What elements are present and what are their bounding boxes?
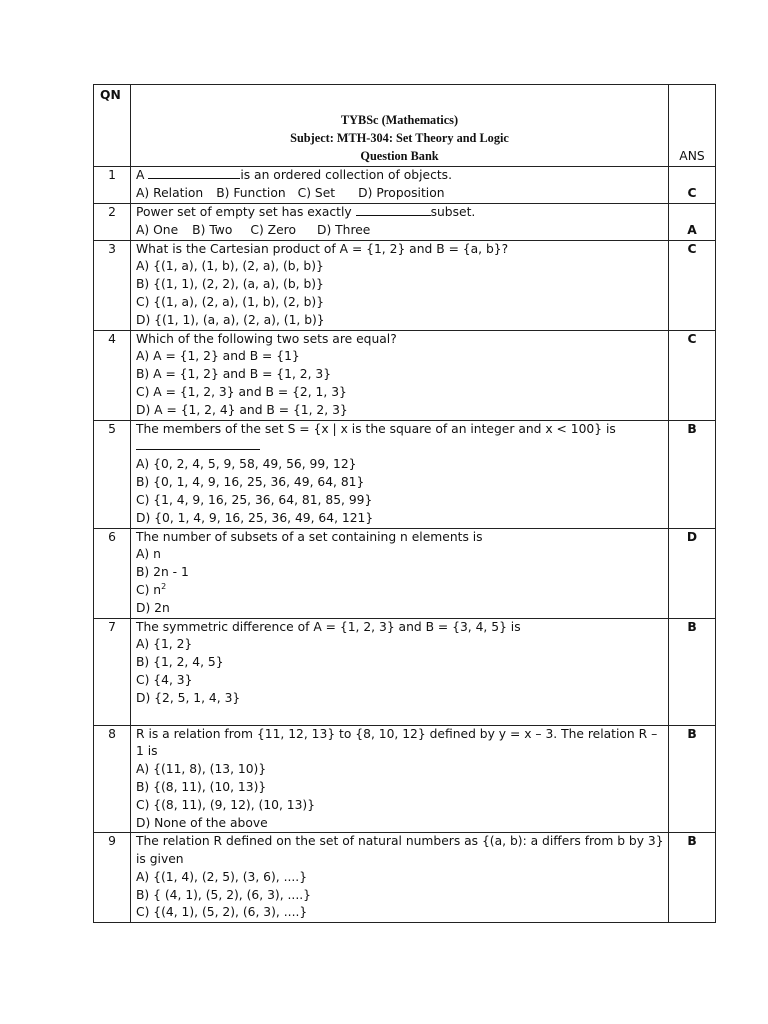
question-number: 1 bbox=[94, 167, 131, 204]
qn-header: QN bbox=[94, 85, 131, 167]
question-number: 7 bbox=[94, 618, 131, 725]
answer-key: A bbox=[687, 222, 697, 237]
answer-cell bbox=[669, 528, 716, 618]
option-b: B) Function bbox=[216, 186, 286, 201]
answer-cell bbox=[669, 420, 716, 528]
answer-key: C bbox=[687, 186, 697, 201]
question-cell bbox=[131, 528, 669, 618]
question-text: The members of the set S = {x | x is the square of an integer and x < 100} is bbox=[136, 421, 616, 436]
question-text: What is the Cartesian product of A = {1, 2} and B = {a, b}? bbox=[136, 241, 509, 256]
option-c: C) {(1, a), (2, a), (1, b), (2, b)} bbox=[136, 294, 325, 309]
answer-key: C bbox=[687, 241, 697, 256]
option-c: C) Set bbox=[297, 186, 336, 201]
document-title-cell bbox=[131, 85, 669, 167]
option-b: B) A = {1, 2} and B = {1, 2, 3} bbox=[136, 367, 332, 382]
question-row bbox=[94, 528, 716, 618]
question-text-start: Power set of empty set has exactly bbox=[136, 204, 356, 219]
option-c: C) $n^2$ bbox=[136, 581, 167, 597]
question-number: 2 bbox=[94, 203, 131, 240]
superscript: 2 bbox=[161, 581, 167, 591]
answer-key: D bbox=[686, 529, 698, 544]
question-cell bbox=[131, 240, 669, 330]
option-a: A) Relation bbox=[136, 186, 204, 201]
answer-cell bbox=[669, 725, 716, 833]
question-row bbox=[94, 420, 716, 528]
question-text: The relation R defined on the set of natural numbers as {(a, b): a differs from b by 3} is given bbox=[136, 834, 664, 867]
question-cell bbox=[131, 203, 669, 240]
question-row bbox=[94, 833, 716, 923]
answer-cell bbox=[669, 167, 716, 204]
option-c: C) {(8, 11), (9, 12), (10, 13)} bbox=[136, 797, 316, 812]
question-text-start: A bbox=[136, 168, 149, 183]
option-d: D) None of the above bbox=[136, 815, 268, 830]
answer-key: B bbox=[687, 834, 697, 849]
option-b: B) {0, 1, 4, 9, 16, 25, 36, 49, 64, 81} bbox=[136, 475, 365, 490]
option-b: B) {(1, 1), (2, 2), (a, a), (b, b)} bbox=[136, 277, 324, 292]
question-number: 4 bbox=[94, 330, 131, 420]
question-number: 6 bbox=[94, 528, 131, 618]
option-b: B) 2n - 1 bbox=[136, 565, 189, 580]
question-number: 9 bbox=[94, 833, 131, 923]
question-cell bbox=[131, 420, 669, 528]
answer-cell bbox=[669, 833, 716, 923]
question-text-end: is an ordered collection of objects. bbox=[240, 168, 452, 183]
question-number: 8 bbox=[94, 725, 131, 833]
option-c: C) A = {1, 2, 3} and B = {2, 1, 3} bbox=[136, 384, 347, 399]
question-text: The symmetric difference of A = {1, 2, 3} and B = {3, 4, 5} is bbox=[136, 619, 521, 634]
question-text-end: subset. bbox=[430, 204, 476, 219]
question-bank-table bbox=[93, 84, 716, 923]
option-c: C) Zero bbox=[250, 222, 296, 237]
subject-title: Subject: MTH-304: Set Theory and Logic bbox=[290, 130, 509, 145]
option-a: A) {(1, a), (1, b), (2, a), (b, b)} bbox=[136, 259, 324, 274]
question-text: The number of subsets of a set containing n elements is bbox=[136, 529, 483, 544]
option-c: C) {(4, 1), (5, 2), (6, 3), ....} bbox=[136, 905, 308, 920]
option-b: B) {1, 2, 4, 5} bbox=[136, 655, 224, 670]
answer-key: B bbox=[687, 726, 697, 741]
question-cell bbox=[131, 833, 669, 923]
question-cell bbox=[131, 330, 669, 420]
option-d: D) {2, 5, 1, 4, 3} bbox=[136, 690, 241, 705]
answer-cell bbox=[669, 240, 716, 330]
answer-key: C bbox=[687, 331, 697, 346]
course-title: TYBSc (Mathematics) bbox=[340, 113, 459, 127]
question-row bbox=[94, 167, 716, 204]
option-a: A) One bbox=[136, 222, 179, 237]
option-c: C) {4, 3} bbox=[136, 672, 193, 687]
answer-cell bbox=[669, 203, 716, 240]
answer-blank bbox=[356, 204, 431, 216]
option-d: D) A = {1, 2, 4} and B = {1, 2, 3} bbox=[136, 402, 348, 417]
answer-key: B bbox=[687, 619, 697, 634]
question-text: Which of the following two sets are equal? bbox=[136, 331, 397, 346]
question-row bbox=[94, 330, 716, 420]
option-c: C) {1, 4, 9, 16, 25, 36, 64, 81, 85, 99} bbox=[136, 492, 373, 507]
answer-cell bbox=[669, 330, 716, 420]
question-row bbox=[94, 618, 716, 725]
question-row bbox=[94, 240, 716, 330]
question-bank-title: Question Bank bbox=[360, 148, 439, 163]
option-d: D) Three bbox=[316, 222, 371, 237]
question-number: 3 bbox=[94, 240, 131, 330]
option-d: D) {(1, 1), (a, a), (2, a), (1, b)} bbox=[136, 312, 325, 327]
answer-blank bbox=[148, 167, 240, 179]
question-cell bbox=[131, 167, 669, 204]
question-text: R is a relation from {11, 12, 13} to {8, 10, 12} defined by y = x – 3. The relation R – 1 is bbox=[136, 726, 658, 759]
option-d: D) 2n bbox=[136, 600, 170, 615]
question-row bbox=[94, 725, 716, 833]
answer-cell bbox=[669, 618, 716, 725]
option-b: B) {(8, 11), (10, 13)} bbox=[136, 779, 267, 794]
option-a: A) A = {1, 2} and B = {1} bbox=[136, 349, 300, 364]
option-a: A) {0, 2, 4, 5, 9, 58, 49, 56, 99, 12} bbox=[136, 457, 357, 472]
question-row bbox=[94, 203, 716, 240]
option-d: D) {0, 1, 4, 9, 16, 25, 36, 49, 64, 121} bbox=[136, 510, 374, 525]
option-d: D) Proposition bbox=[358, 186, 445, 201]
option-a: A) {(1, 4), (2, 5), (3, 6), ....} bbox=[136, 869, 308, 884]
question-cell bbox=[131, 618, 669, 725]
option-a: A) {1, 2} bbox=[136, 637, 193, 652]
option-a: A) {(11, 8), (13, 10)} bbox=[136, 762, 267, 777]
question-number: 5 bbox=[94, 420, 131, 528]
question-cell bbox=[131, 725, 669, 833]
option-b: B) Two bbox=[192, 222, 233, 237]
answer-blank bbox=[136, 438, 260, 450]
option-a: A) n bbox=[136, 547, 161, 562]
answer-key: B bbox=[687, 421, 697, 436]
header-row bbox=[94, 85, 716, 167]
ans-header: ANS bbox=[669, 85, 716, 167]
option-b: B) { (4, 1), (5, 2), (6, 3), ....} bbox=[136, 887, 311, 902]
